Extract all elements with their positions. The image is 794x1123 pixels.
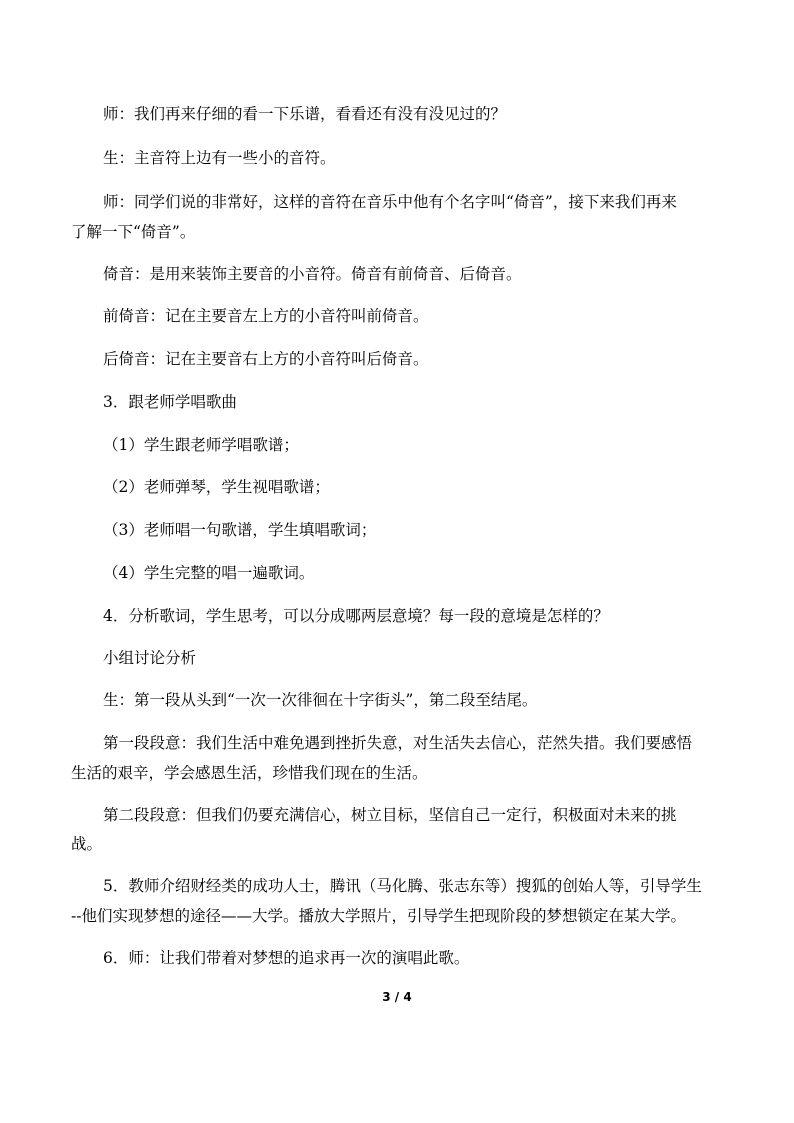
definition-grace-note: 倚音：是用来装饰主要音的小音符。倚音有前倚音、后倚音。 xyxy=(103,265,522,283)
section-heading-5-line1: 5．教师介绍财经类的成功人士，腾讯（马化腾、张志东等）搜狐的创始人等，引导学生 xyxy=(103,877,702,895)
section-heading-4: 4．分析歌词，学生思考，可以分成哪两层意境？每一段的意境是怎样的？ xyxy=(103,607,609,625)
paragraph-teacher-question: 师：我们再来仔细的看一下乐谱，看看还有没有没见过的？ xyxy=(103,105,507,123)
paragraph-segment2-line2: 战。 xyxy=(71,835,103,853)
page-number: 3 / 4 xyxy=(382,990,412,1004)
group-discussion-label: 小组讨论分析 xyxy=(103,649,197,667)
section-heading-6: 6．师：让我们带着对梦想的追求再一次的演唱此歌。 xyxy=(103,949,470,967)
paragraph-segment2-line1: 第二段段意：但我们仍要充满信心，树立目标，坚信自己一定行，积极面对未来的挑 xyxy=(103,806,677,824)
list-item-4: （4）学生完整的唱一遍歌词。 xyxy=(103,564,315,582)
list-item-1: （1）学生跟老师学唱歌谱； xyxy=(103,436,299,454)
list-item-3: （3）老师唱一句歌谱，学生填唱歌词； xyxy=(103,521,377,539)
paragraph-student-answer: 生：主音符上边有一些小的音符。 xyxy=(103,149,336,167)
list-item-2: （2）老师弹琴，学生视唱歌谱； xyxy=(103,478,330,496)
paragraph-segment1-line1: 第一段段意：我们生活中难免遇到挫折失意，对生活失去信心，茫然失措。我们要感悟 xyxy=(103,734,693,752)
paragraph-teacher-explain-line1: 师：同学们说的非常好，这样的音符在音乐中他有个名字叫“倚音”，接下来我们再来 xyxy=(103,193,677,211)
paragraph-teacher-explain-line2: 了解一下“倚音”。 xyxy=(71,223,196,241)
definition-back-grace-note: 后倚音：记在主要音右上方的小音符叫后倚音。 xyxy=(103,350,429,368)
paragraph-segment1-line2: 生活的艰辛，学会感恩生活，珍惜我们现在的生活。 xyxy=(71,764,428,782)
section-heading-5-line2: --他们实现梦想的途径——大学。播放大学照片，引导学生把现阶段的梦想锁定在某大学。 xyxy=(71,907,686,925)
section-heading-3: 3．跟老师学唱歌曲 xyxy=(103,393,237,411)
definition-front-grace-note: 前倚音：记在主要音左上方的小音符叫前倚音。 xyxy=(103,307,429,325)
paragraph-student-segments: 生：第一段从头到“一次一次徘徊在十字街头”，第二段至结尾。 xyxy=(103,691,538,709)
